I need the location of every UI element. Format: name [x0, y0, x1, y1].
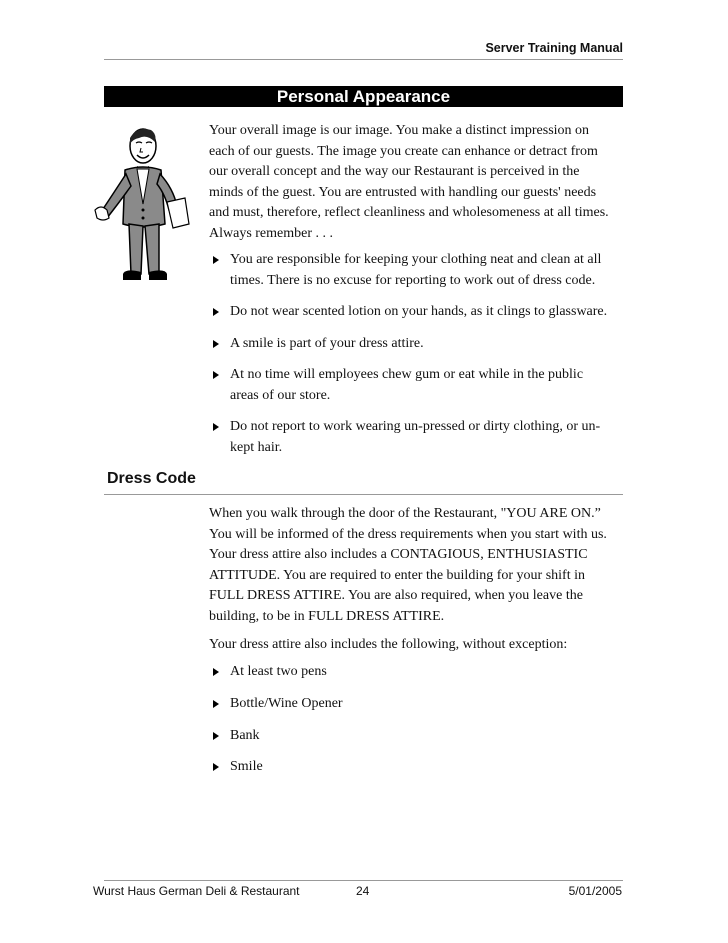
list-item	[213, 250, 618, 291]
section-heading: Dress Code	[107, 470, 196, 487]
triangle-bullet-icon	[213, 308, 219, 316]
bullet-line: kept hair.	[230, 439, 283, 455]
bullet-line: Smile	[230, 759, 263, 774]
paragraph-line: building, to be in FULL DRESS ATTIRE.	[209, 608, 445, 624]
footer-page-number: 24	[356, 884, 370, 898]
triangle-bullet-icon	[213, 668, 219, 676]
bullet-line: At no time will employees chew gum or eat while in the public	[230, 367, 584, 382]
footer-company: Wurst Haus German Deli & Restaurant	[93, 884, 300, 898]
list-item	[213, 726, 618, 747]
list-item	[213, 365, 618, 406]
triangle-bullet-icon	[213, 340, 219, 348]
bullet-line: You are responsible for keeping your clothing neat and clean at all	[230, 252, 602, 267]
running-header-title: Server Training Manual	[485, 41, 623, 55]
triangle-bullet-icon	[213, 256, 219, 264]
footer-rule	[104, 880, 623, 881]
footer-date: 5/01/2005	[568, 884, 622, 898]
intro-line: our overall concept and the way our Restaurant is perceived in the	[209, 164, 580, 180]
bullet-line: Bank	[230, 728, 260, 743]
bullet-line: Do not report to work wearing un-pressed or dirty clothing, or un-	[230, 419, 601, 434]
paragraph-line: ATTITUDE. You are required to enter the building for your shift in	[209, 567, 585, 583]
dress-code-lead-in: Your dress attire also includes the following, without exception:	[209, 637, 568, 652]
waiter-cartoon-icon	[93, 124, 198, 284]
paragraph-line: Your dress attire also includes a CONTAGIOUS, ENTHUSIASTIC	[209, 547, 588, 563]
dress-code-paragraph	[209, 504, 624, 628]
bullet-line: times. There is no excuse for reporting to work out of dress code.	[230, 272, 596, 288]
bullet-line: areas of our store.	[230, 387, 331, 403]
intro-line: and must, therefore, reflect cleanliness and wholesomeness at all times.	[209, 205, 609, 221]
list-item	[213, 417, 618, 458]
bullet-line: Bottle/Wine Opener	[230, 696, 343, 711]
bullet-line: Do not wear scented lotion on your hands, as it clings to glassware.	[230, 304, 608, 319]
paragraph-line: FULL DRESS ATTIRE. You are also required, when you leave the	[209, 588, 583, 604]
paragraph-line: You will be informed of the dress requirements when you start with us.	[209, 526, 607, 542]
list-item	[213, 662, 618, 683]
intro-paragraph	[209, 121, 624, 245]
triangle-bullet-icon	[213, 732, 219, 740]
list-item	[213, 302, 618, 323]
paragraph-line: When you walk through the door of the Restaurant, "YOU ARE ON.”	[209, 506, 601, 521]
section-banner-title: Personal Appearance	[104, 86, 623, 107]
list-item	[213, 334, 618, 355]
intro-line: Your overall image is our image. You make a distinct impression on	[209, 123, 590, 138]
triangle-bullet-icon	[213, 763, 219, 771]
triangle-bullet-icon	[213, 371, 219, 379]
section-rule	[104, 494, 623, 495]
triangle-bullet-icon	[213, 423, 219, 431]
intro-line: each of our guests. The image you create can enhance or detract from	[209, 143, 598, 159]
bullet-line: At least two pens	[230, 664, 327, 679]
triangle-bullet-icon	[213, 700, 219, 708]
list-item	[213, 757, 618, 778]
list-item	[213, 694, 618, 715]
intro-line: minds of the guest. You are entrusted with handling our guests' needs	[209, 184, 597, 200]
bullet-line: A smile is part of your dress attire.	[230, 336, 424, 351]
intro-line: Always remember . . .	[209, 225, 334, 241]
header-rule	[104, 59, 623, 60]
